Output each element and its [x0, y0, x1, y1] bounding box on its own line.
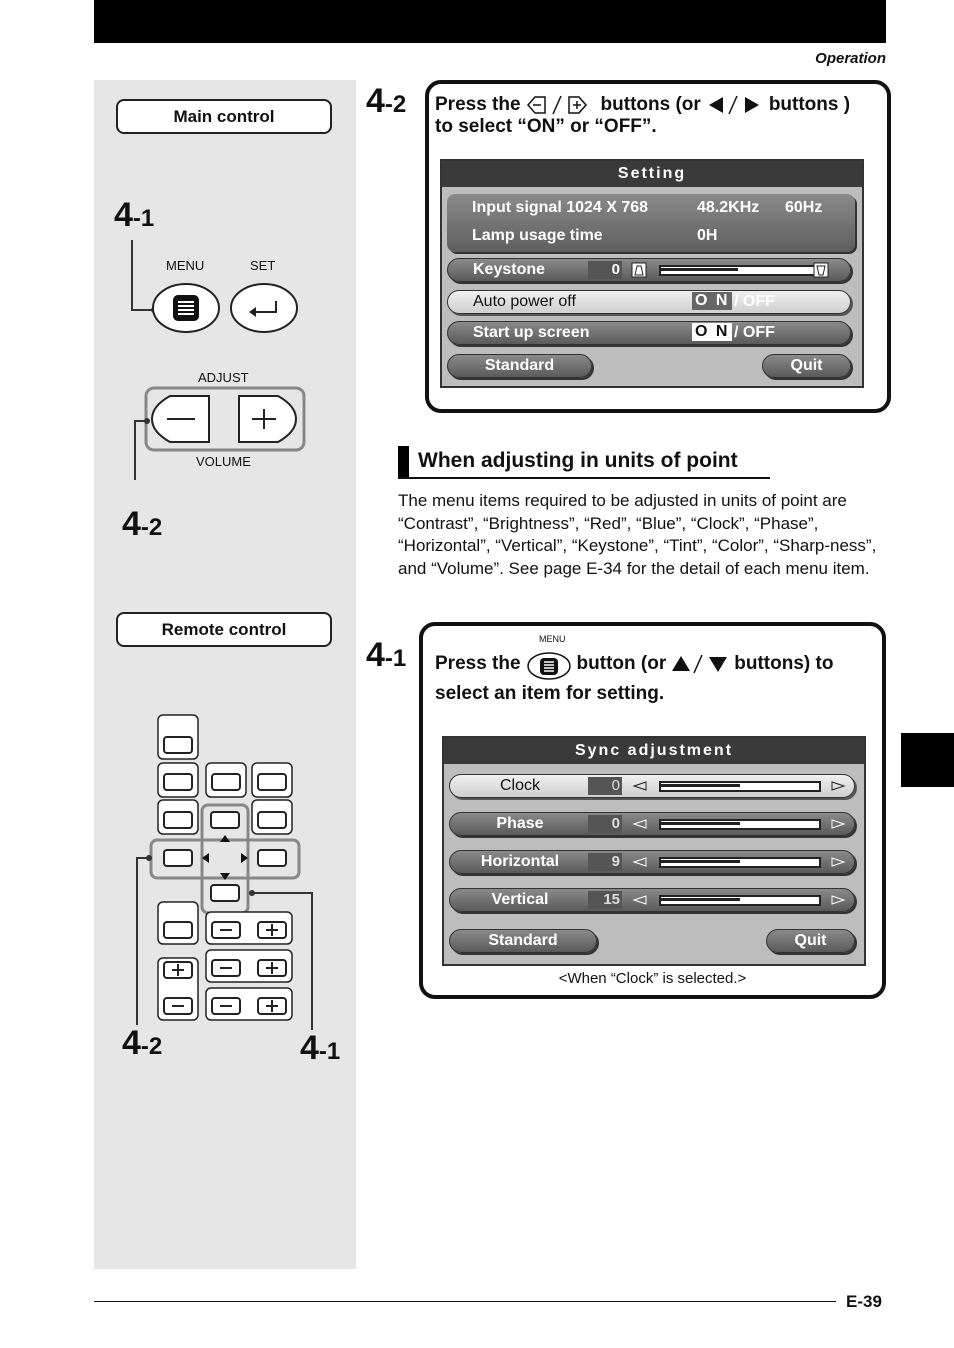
main-control-label: Main control [116, 99, 332, 134]
info-value: 0H [697, 227, 718, 244]
header-bar [94, 0, 886, 43]
remote-button[interactable] [258, 812, 286, 828]
step-4-1-main-label: 4-1 [114, 196, 155, 234]
off-option[interactable]: / OFF [734, 293, 775, 310]
setting-osd [440, 159, 864, 388]
sync-row[interactable] [449, 850, 855, 874]
step-4-1-remote-label: 4-1 [300, 1029, 341, 1067]
sync-row-value: 0 [588, 815, 622, 833]
decrease-icon [634, 858, 646, 866]
signal-info-panel [447, 194, 855, 252]
slider-fill [661, 822, 740, 825]
osd-title: Sync adjustment [444, 738, 864, 764]
on-option[interactable]: O N [692, 292, 732, 310]
keystone-label: Keystone [473, 261, 546, 278]
auto-power-off-label: Auto power off [473, 293, 576, 310]
increase-icon [832, 896, 844, 904]
heading-marker [398, 446, 409, 478]
keystone-row[interactable] [447, 258, 851, 282]
sync-row[interactable] [449, 888, 855, 912]
sync-row-value: 15 [588, 891, 622, 909]
keystone-value: 0 [588, 261, 622, 279]
sync-row-label: Clock [499, 777, 540, 794]
step-4-2-remote-label: 4-2 [122, 1024, 163, 1062]
set-label: SET [250, 258, 276, 273]
decrease-icon [634, 782, 646, 790]
sync-row-slider[interactable] [630, 816, 860, 832]
adjust-buttons [94, 380, 356, 480]
increase-icon [832, 820, 844, 828]
remote-button[interactable] [164, 812, 192, 828]
remote-button[interactable] [164, 922, 192, 938]
remote-button[interactable] [164, 737, 192, 753]
slider-fill [661, 898, 740, 901]
quit-button[interactable]: Quit [762, 354, 851, 378]
sync-row-slider[interactable] [630, 854, 860, 870]
info-value: 60Hz [785, 199, 823, 216]
sync-row-label: Horizontal [480, 853, 560, 870]
start-up-screen-row[interactable] [447, 321, 851, 345]
info-label: Lamp usage time [472, 227, 603, 244]
osd-caption: <When “Clock” is selected.> [558, 970, 747, 987]
volume-label: VOLUME [196, 454, 251, 469]
menu-button-icon [525, 648, 573, 680]
sync-row-label: Phase [496, 815, 544, 832]
set-button[interactable] [231, 284, 297, 332]
auto-power-off-row[interactable] [447, 290, 851, 314]
increase-icon [832, 782, 844, 790]
increase-icon [832, 858, 844, 866]
section-label: Operation [815, 50, 886, 67]
sync-row-slider[interactable] [630, 892, 860, 908]
decrease-icon [634, 820, 646, 828]
info-label: Input signal 1024 X 768 [472, 199, 649, 216]
slider-fill [661, 784, 740, 787]
step-4-2-instruction: Press the buttons (or buttons ) to select “ON” or “OFF”. [435, 94, 851, 137]
standard-button[interactable]: Standard [447, 354, 592, 378]
sync-row-value: 0 [588, 777, 622, 795]
main-control-buttons [94, 225, 356, 345]
decrease-icon [634, 896, 646, 904]
remote-control-label: Remote control [116, 612, 332, 647]
heading-underline [398, 477, 770, 479]
info-value: 48.2KHz [697, 199, 760, 216]
sync-row-label: Vertical [491, 891, 549, 908]
slider-fill [661, 860, 740, 863]
quit-button[interactable]: Quit [766, 929, 855, 953]
chapter-tab [901, 733, 954, 787]
sync-row-slider[interactable] [630, 778, 860, 794]
off-option[interactable]: / OFF [734, 324, 775, 341]
up-down-arrow-icon [670, 653, 730, 675]
osd-title: Setting [442, 161, 862, 187]
step-4-1-number: 4-1 [366, 636, 407, 674]
remote-button[interactable] [212, 774, 240, 790]
section-heading: When adjusting in units of point [418, 449, 738, 472]
standard-button[interactable]: Standard [449, 929, 597, 953]
down-button[interactable] [211, 885, 239, 901]
page-number: E-39 [846, 1292, 882, 1311]
remote-button[interactable] [258, 774, 286, 790]
sync-row[interactable] [449, 774, 855, 798]
sync-adjustment-osd [442, 736, 866, 966]
adjust-label: ADJUST [198, 370, 249, 385]
sync-row-value: 9 [588, 853, 622, 871]
section-body: The menu items required to be adjusted in units of point are “Contrast”, “Brightness”, “Red”, “Blue”, “Clock”, “Phase”, “Horizontal”, “Vertical”, “Keystone”, “Tint”, “Color”, “Sharp-ness”, and “Volume”. See page E-34 for the detail of each menu item. [398, 491, 877, 578]
start-up-screen-label: Start up screen [473, 324, 590, 341]
left-right-arrow-icon [705, 94, 765, 116]
keystone-slider[interactable] [630, 262, 830, 278]
remote-button[interactable] [164, 774, 192, 790]
footer-rule [94, 1301, 836, 1302]
step-4-2-main-label: 4-2 [122, 505, 163, 543]
left-right-adjust-icon [525, 94, 597, 116]
up-button[interactable] [211, 812, 239, 828]
left-button[interactable] [164, 850, 192, 866]
sync-row[interactable] [449, 812, 855, 836]
step-4-2-number: 4-2 [366, 82, 407, 120]
right-button[interactable] [258, 850, 286, 866]
menu-label: MENU [166, 258, 205, 273]
on-option[interactable]: O N [692, 323, 732, 341]
menu-caption: MENU [539, 634, 566, 644]
step-4-1-instruction: Press the button (or buttons) to select an item for setting. [435, 648, 880, 705]
